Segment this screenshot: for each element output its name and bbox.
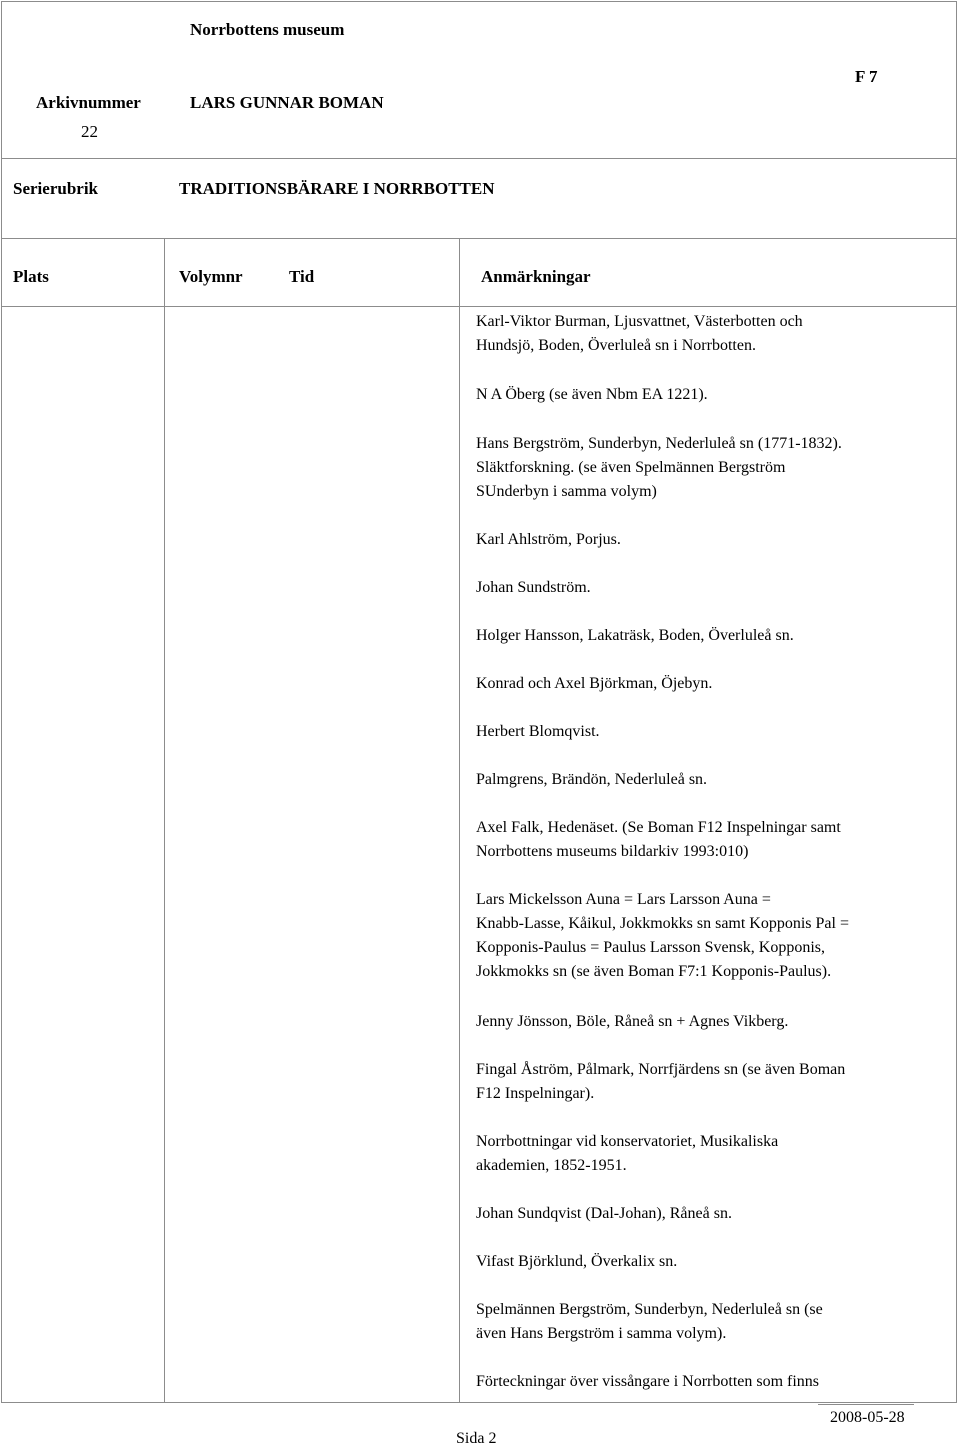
remark-entry [476,528,916,552]
remark-entry [476,1370,916,1394]
remark-entry [476,624,916,648]
header-divider [1,158,957,159]
remark-entry [476,816,916,864]
column-header-tid: Tid [289,267,315,286]
remark-entry [476,1058,916,1106]
column-header-anmarkningar: Anmärkningar [481,267,591,286]
remark-line: Johan Sundström. [476,579,591,596]
footer-date-rule [818,1404,914,1405]
remark-line: Förteckningar över vissångare i Norrbotten som finns [476,1373,820,1390]
remark-entry [476,1298,916,1346]
remark-entry [476,768,916,792]
archive-name: LARS GUNNAR BOMAN [190,93,384,112]
remark-line: Axel Falk, Hedenäset. (Se Boman F12 Inspelningar samt [476,819,841,836]
remark-line: Jokkmokks sn (se även Boman F7:1 Kopponis-Paulus). [476,963,832,980]
remark-entry [476,310,916,358]
archive-number-value: 22 [81,122,98,141]
remark-line: Konrad och Axel Björkman, Öjebyn. [476,675,713,692]
remark-entry [476,576,916,600]
column-header-plats: Plats [13,267,49,286]
remark-line: Fingal Åström, Pålmark, Norrfjärdens sn (se även Boman [476,1061,846,1078]
remark-entry [476,432,916,504]
series-label: Serierubrik [13,179,98,198]
remark-line: även Hans Bergström i samma volym). [476,1325,727,1342]
remark-entry [476,672,916,696]
remark-line: Jenny Jönsson, Böle, Råneå sn + Agnes Vikberg. [476,1013,789,1030]
remark-line: Hundsjö, Boden, Överluleå sn i Norrbotten. [476,337,756,354]
remark-line: Spelmännen Bergström, Sunderbyn, Nederluleå sn (se [476,1301,823,1318]
remark-line: Johan Sundqvist (Dal-Johan), Råneå sn. [476,1205,732,1222]
remark-line: Knabb-Lasse, Kåikul, Jokkmokks sn samt Kopponis Pal = [476,915,849,932]
series-value: TRADITIONSBÄRARE I NORRBOTTEN [179,179,495,198]
archive-number-label: Arkivnummer [36,93,141,112]
remark-line: Släktforskning. (se även Spelmännen Bergström [476,459,786,476]
remark-entry [476,888,916,984]
remark-line: Norrbottens museums bildarkiv 1993:010) [476,843,749,860]
remark-line: Karl-Viktor Burman, Ljusvattnet, Västerbotten och [476,313,803,330]
remark-entry [476,1202,916,1226]
remark-line: Herbert Blomqvist. [476,723,600,740]
page-number: Sida 2 [456,1430,497,1447]
remarks-list [476,310,916,1394]
column-header-divider [1,306,957,307]
remark-line: Holger Hansson, Lakaträsk, Boden, Överluleå sn. [476,627,794,644]
column-divider-plats [164,238,165,1403]
remark-line: SUnderbyn i samma volym) [476,483,657,500]
remark-entry [476,1250,916,1274]
remark-entry [476,1010,916,1034]
column-divider-tid [459,238,460,1403]
remark-entry [476,1130,916,1178]
remark-line: Kopponis-Paulus = Paulus Larsson Svensk, Kopponis, [476,939,826,956]
remark-line: akademien, 1852-1951. [476,1157,627,1174]
column-header-volymnr: Volymnr [179,267,243,286]
print-date: 2008-05-28 [830,1409,905,1426]
remark-entry [476,383,916,407]
remark-line: Vifast Björklund, Överkalix sn. [476,1253,678,1270]
remark-line: N A Öberg (se även Nbm EA 1221). [476,386,708,403]
remark-line: Karl Ahlström, Porjus. [476,531,621,548]
remark-line: Lars Mickelsson Auna = Lars Larsson Auna = [476,891,771,908]
series-divider [1,238,957,239]
remark-line: F12 Inspelningar). [476,1085,595,1102]
remark-entry [476,720,916,744]
remark-line: Norrbottningar vid konservatoriet, Musikaliska [476,1133,779,1150]
remark-line: Palmgrens, Brändön, Nederluleå sn. [476,771,708,788]
museum-name: Norrbottens museum [190,20,345,39]
remark-line: Hans Bergström, Sunderbyn, Nederluleå sn (1771-1832). [476,435,842,452]
volume-code: F 7 [855,67,878,86]
